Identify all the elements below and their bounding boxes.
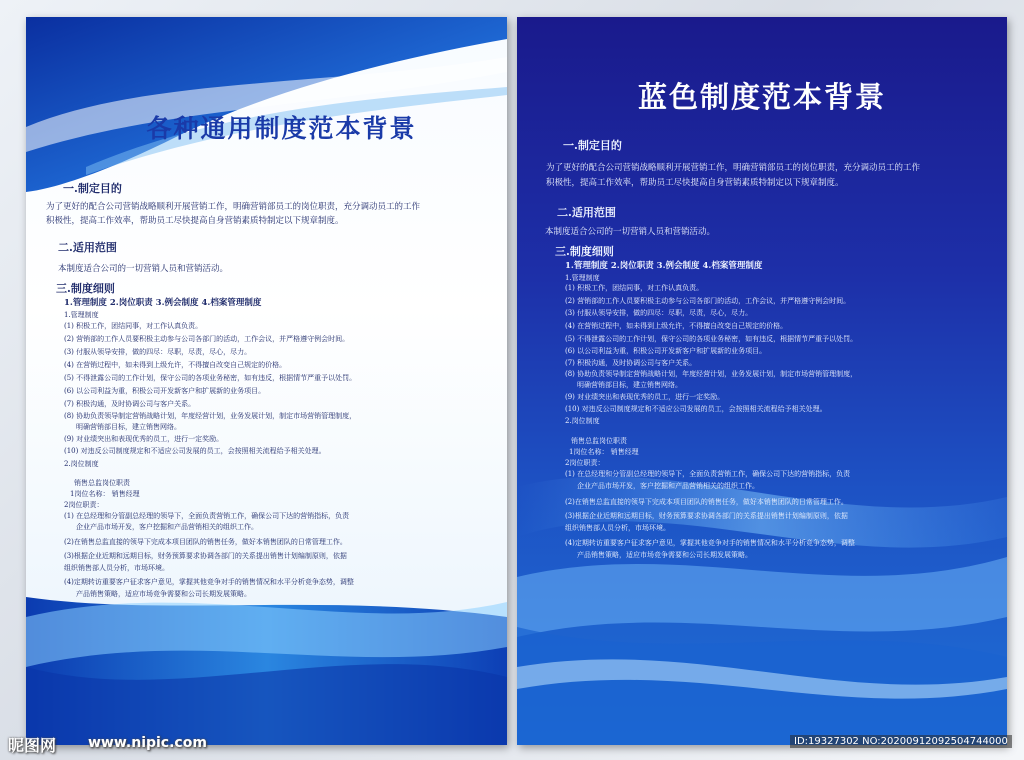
right-duty-3: (3)根据企业近期和远期目标，财务预算要求协调各部门的关系提出销售计划编制原则，依据 xyxy=(565,512,848,520)
right-rule-1: (1) 积极工作，团结同事，对工作认真负责。 xyxy=(565,284,704,292)
left-section1-text-line1: 为了更好的配合公司营销战略顺利开展营销工作，明确营销部员工的岗位职责，充分调动员工的工作 xyxy=(46,202,421,212)
right-section3-title: 三.制度细则 xyxy=(555,245,614,258)
watermark-logo: 昵图网 xyxy=(8,736,57,755)
left-rule-10: (10) 对违反公司制度规定和不适应公司发展的员工，会按照相关流程给予相关处理。 xyxy=(64,447,326,455)
left-job-duty-label: 2岗位职责： xyxy=(64,501,104,509)
right-duty-1: (1) 在总经理和分管副总经理的领导下，全面负责营销工作，确保公司下达的营销指标，负责 xyxy=(565,470,851,478)
left-rule-7: (7) 积极沟通，及时协调公司与客户关系。 xyxy=(64,400,196,408)
right-section1-text-line1: 为了更好的配合公司营销战略顺利开展营销工作，明确营销部员工的岗位职责，充分调动员工的工作 xyxy=(546,163,921,173)
left-duty-3-cont: 组织销售部人员分析，市场环境。 xyxy=(64,564,169,572)
right-rule-6: (6) 以公司利益为重，积极公司开发新客户和扩展新的业务项目。 xyxy=(565,347,767,355)
left-duty-3: (3)根据企业近期和远期目标，财务预算要求协调各部门的关系提出销售计划编制原则，依据 xyxy=(64,552,347,560)
left-duty-1: (1) 在总经理和分管副总经理的领导下，全面负责营销工作，确保公司下达的营销指标，负责 xyxy=(64,512,350,520)
left-job-position: 1岗位名称： 销售经理 xyxy=(70,490,140,498)
right-section3-items: 1.管理制度 2.岗位职责 3.例会制度 4.档案管理制度 xyxy=(565,261,763,271)
right-page-title: 蓝色制度范本背景 xyxy=(637,80,886,114)
left-duty-1-cont: 企业产品市场开发，客户挖掘和产品营销相关的组织工作。 xyxy=(76,523,258,531)
right-job-head: 销售总监岗位职责 xyxy=(571,437,627,445)
right-job-position: 1岗位名称： 销售经理 xyxy=(569,448,639,456)
left-section1-title: 一.制定目的 xyxy=(63,182,122,195)
left-rule-2: (2) 营销部的工作人员要积极主动参与公司各部门的活动，工作会议，并严格遵守例会时间。 xyxy=(64,335,350,343)
right-rule-8: (8) 协助负责领导制定营销战略计划，年度经营计划，业务发展计划，制定市场营销管理制度， xyxy=(565,370,858,378)
right-section2-text: 本制度适合公司的一切营销人员和营销活动。 xyxy=(545,227,716,237)
left-rule-6: (6) 以公司利益为重，积极公司开发新客户和扩展新的业务项目。 xyxy=(64,387,266,395)
left-rule-1: (1) 积极工作，团结同事，对工作认真负责。 xyxy=(64,322,203,330)
right-duty-1-cont: 企业产品市场开发，客户挖掘和产品营销相关的组织工作。 xyxy=(577,482,759,490)
left-rule-8-cont: 明确营销部目标，建立销售网络。 xyxy=(76,423,181,431)
left-document-page xyxy=(26,17,507,745)
left-duty-2: (2)在销售总监直接的领导下完成本项目团队的销售任务，做好本销售团队的日常管理工作。 xyxy=(64,538,347,546)
left-rule-5: (5) 不得泄露公司的工作计划，保守公司的各项业务秘密，如有违反，根据情节严重予以处罚。 xyxy=(64,374,357,382)
right-duty-2: (2)在销售总监直接的领导下完成本项目团队的销售任务，做好本销售团队的日常管理工作。 xyxy=(565,498,848,506)
left-page-title: 各种通用制度范本背景 xyxy=(146,114,417,143)
right-document-page xyxy=(517,17,1007,745)
right-rule-4: (4) 在营销过程中，如未得到上级允许，不得擅自改变自己规定的价格。 xyxy=(565,322,788,330)
right-duty-4-cont: 产品销售策略，适应市场竞争需要和公司长期发展策略。 xyxy=(577,551,752,559)
right-rule-2: (2) 营销部的工作人员要积极主动参与公司各部门的活动，工作会议，并严格遵守例会时间。 xyxy=(565,297,851,305)
right-rule-7: (7) 积极沟通，及时协调公司与客户关系。 xyxy=(565,359,697,367)
left-rule-3: (3) 付服从领导安排，做的四尽：尽职，尽责，尽心，尽力。 xyxy=(64,348,252,356)
left-section2-text: 本制度适合公司的一切营销人员和营销活动。 xyxy=(58,264,229,274)
right-mgmt-title: 1.管理制度 xyxy=(565,274,600,282)
left-section3-items: 1.管理制度 2.岗位职责 3.例会制度 4.档案管理制度 xyxy=(64,298,262,308)
right-rule-8-cont: 明确营销部目标，建立销售网络。 xyxy=(577,381,682,389)
left-mgmt-title: 1.管理制度 xyxy=(64,311,99,319)
watermark-image-id: ID:19327302 NO:20200912092504744000 xyxy=(790,735,1012,748)
right-rule-5: (5) 不得泄露公司的工作计划，保守公司的各项业务秘密，如有违反，根据情节严重予以处罚。 xyxy=(565,335,858,343)
left-rule-9: (9) 对业绩突出和表现优秀的员工，进行一定奖励。 xyxy=(64,435,224,443)
right-job-title: 2.岗位制度 xyxy=(565,417,600,425)
right-job-duty-label: 2岗位职责： xyxy=(565,459,605,467)
right-section2-title: 二.适用范围 xyxy=(557,206,616,219)
right-duty-3-cont: 组织销售部人员分析，市场环境。 xyxy=(565,524,670,532)
left-section3-title: 三.制度细则 xyxy=(56,282,115,295)
left-duty-4: (4)定期转访重要客户征求客户意见，掌握其他竞争对手的销售情况和水平分析竞争态势，调整 xyxy=(64,578,354,586)
left-section1-text-line2: 积极性，提高工作效率，帮助员工尽快提高自身营销素质特制定以下规章制度。 xyxy=(46,216,344,226)
left-job-title: 2.岗位制度 xyxy=(64,460,99,468)
right-rule-10: (10) 对违反公司制度规定和不适应公司发展的员工，会按照相关流程给予相关处理。 xyxy=(565,405,827,413)
left-rule-8: (8) 协助负责领导制定营销战略计划，年度经营计划，业务发展计划，制定市场营销管理制度， xyxy=(64,412,357,420)
right-rule-9: (9) 对业绩突出和表现优秀的员工，进行一定奖励。 xyxy=(565,393,725,401)
left-job-head: 销售总监岗位职责 xyxy=(74,479,130,487)
right-duty-4: (4)定期转访重要客户征求客户意见，掌握其他竞争对手的销售情况和水平分析竞争态势，调整 xyxy=(565,539,855,547)
right-section1-text-line2: 积极性，提高工作效率，帮助员工尽快提高自身营销素质特制定以下规章制度。 xyxy=(546,178,844,188)
left-rule-4: (4) 在营销过程中，如未得到上级允许，不得擅自改变自己规定的价格。 xyxy=(64,361,287,369)
watermark-url: www.nipic.com xyxy=(88,735,207,751)
left-section2-title: 二.适用范围 xyxy=(58,241,117,254)
right-rule-3: (3) 付服从领导安排，做的四尽：尽职，尽责，尽心，尽力。 xyxy=(565,309,753,317)
left-duty-4-cont: 产品销售策略，适应市场竞争需要和公司长期发展策略。 xyxy=(76,590,251,598)
right-section1-title: 一.制定目的 xyxy=(563,139,622,152)
